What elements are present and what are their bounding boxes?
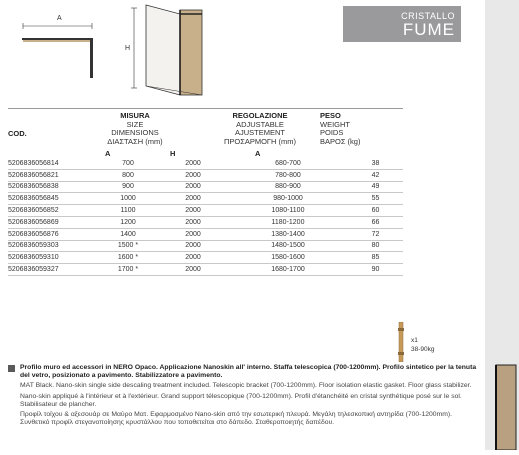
cell-reg: 1680-1700 — [228, 264, 348, 276]
table-row — [8, 169, 403, 181]
header-misura-0: MISURA — [120, 111, 150, 120]
bracket-icon — [398, 322, 406, 362]
plan-diagram — [18, 10, 98, 80]
table-row — [8, 216, 403, 228]
cell-reg: 1480-1500 — [228, 240, 348, 252]
cell-reg: 1180-1200 — [228, 216, 348, 228]
cell-a: 700 — [98, 158, 158, 169]
table-row — [8, 181, 403, 193]
plan-diagram-svg — [18, 10, 98, 80]
cell-h: 2000 — [158, 240, 228, 252]
cell-a: 1500 * — [98, 240, 158, 252]
cell-code: 5206836059303 — [8, 240, 98, 252]
header-separator — [8, 108, 403, 109]
cell-w: 90 — [348, 264, 403, 276]
header-regolazione — [210, 112, 310, 146]
table-row — [8, 193, 403, 205]
table-row — [8, 252, 403, 264]
dim-a-label: A — [57, 15, 62, 22]
header-misura-1: SIZE — [126, 119, 144, 129]
cell-reg: 780-800 — [228, 169, 348, 181]
header-code — [8, 130, 58, 139]
description-block — [8, 364, 478, 427]
header-reg-3: ΠΡΟΣΑΡΜΟΓΗ (mm) — [223, 136, 297, 146]
cell-code: 5206836056869 — [8, 216, 98, 228]
cell-w: 66 — [348, 216, 403, 228]
table-row — [8, 158, 403, 169]
cell-h: 2000 — [158, 228, 228, 240]
cell-w: 55 — [348, 193, 403, 205]
cell-reg: 980-1000 — [228, 193, 348, 205]
description-it-text: Profilo muro ed accessori in NERO Opaco. Applicazione Nanoskin all' interno. Staffa telescopica (700-1200mm). Profilo sintetico per la tenuta del vetro, posizionato a pavimento. Stabilizzatore a pavimento. — [20, 364, 477, 380]
header-code-label: COD. — [8, 129, 27, 138]
cell-code: 5206836059327 — [8, 264, 98, 276]
cell-w: 60 — [348, 205, 403, 217]
cell-w: 42 — [348, 169, 403, 181]
dim-h-label: H — [125, 45, 131, 52]
cell-code: 5206836056821 — [8, 169, 98, 181]
cell-a: 1200 — [98, 216, 158, 228]
cell-w: 49 — [348, 181, 403, 193]
product-table-body — [8, 158, 403, 275]
col-reg-a-letter: A — [255, 149, 261, 158]
col-h-letter: H — [170, 149, 176, 158]
shower-panel-icon — [492, 360, 519, 450]
cell-h: 2000 — [158, 205, 228, 217]
table-row — [8, 205, 403, 217]
accessory-graphic — [398, 322, 406, 362]
table-row — [8, 264, 403, 276]
series-title: FUME — [402, 20, 455, 39]
accessory-qty: x1 — [411, 337, 418, 344]
cell-code: 5206836056814 — [8, 158, 98, 169]
table-row — [8, 228, 403, 240]
cell-reg: 1380-1400 — [228, 228, 348, 240]
cell-a: 900 — [98, 181, 158, 193]
series-subtitle: CRISTALLO — [401, 11, 455, 21]
cell-h: 2000 — [158, 169, 228, 181]
cell-code: 5206836056876 — [8, 228, 98, 240]
description-gr: Προφίλ τοίχου & αξεσουάρ σε Μαύρο Ματ. Εφαρμοσμένο Nano-skin από την εσωτερική πλευρά. Μεγάλη τηλεσκοπική αντηρίδα (700-1200mm). Συνθετικό προφίλ στεγανοποίησης κρυστάλλου που τοποθετείται στο δάπεδο. Σταθεροποιητής δαπέδου. — [20, 411, 453, 427]
cell-code: 5206836056838 — [8, 181, 98, 193]
cell-a: 1000 — [98, 193, 158, 205]
header-reg-0: REGOLAZIONE — [232, 111, 288, 120]
header-reg-2: AJUSTEMENT — [234, 128, 285, 137]
cell-w: 80 — [348, 240, 403, 252]
header-reg-1: ADJUSTABLE — [236, 119, 284, 129]
cell-w: 85 — [348, 252, 403, 264]
header-peso — [320, 112, 380, 146]
cell-h: 2000 — [158, 193, 228, 205]
product-table — [8, 158, 403, 276]
cell-h: 2000 — [158, 264, 228, 276]
cell-code: 5206836059310 — [8, 252, 98, 264]
series-badge — [343, 6, 461, 42]
table-row — [8, 240, 403, 252]
description-en: MAT Black. Nano-skin single side descaling treatment included. Telescopic bracket (700-1200mm). Floor isolation elastic gasket. Floor glass stabilizer. — [20, 382, 472, 390]
description-fr: Nano-skin appliqué à l'intérieur et à l'extérieur. Grand support télescopique (700-1200mm). Profil d'étanchéité en cristal synthétique posé sur le sol. Stabilisateur de plancher. — [20, 392, 462, 408]
header-peso-0: PESO — [320, 111, 341, 120]
cell-reg: 1580-1600 — [228, 252, 348, 264]
elevation-diagram — [120, 0, 220, 100]
cell-w: 72 — [348, 228, 403, 240]
cell-h: 2000 — [158, 216, 228, 228]
header-peso-1: WEIGHT — [320, 119, 350, 129]
cell-a: 800 — [98, 169, 158, 181]
cell-code: 5206836056845 — [8, 193, 98, 205]
description-it — [8, 364, 478, 380]
header-misura-3: ΔΙΑΣΤΑΣΗ (mm) — [107, 136, 163, 146]
header-misura — [95, 112, 175, 146]
cell-a: 1100 — [98, 205, 158, 217]
elevation-diagram-svg — [120, 0, 220, 100]
cell-a: 1700 * — [98, 264, 158, 276]
cell-h: 2000 — [158, 252, 228, 264]
cell-code: 5206836056852 — [8, 205, 98, 217]
accessory-weight: 38-90kg — [411, 346, 435, 353]
header-peso-3: ΒΑΡΟΣ (kg) — [320, 136, 361, 146]
cell-h: 2000 — [158, 158, 228, 169]
bullet-icon — [8, 365, 15, 372]
header-misura-2: DIMENSIONS — [111, 128, 159, 137]
cell-reg: 1080-1100 — [228, 205, 348, 217]
cell-w: 38 — [348, 158, 403, 169]
col-a-letter: A — [105, 149, 111, 158]
cell-h: 2000 — [158, 181, 228, 193]
cell-reg: 880-900 — [228, 181, 348, 193]
cell-a: 1600 * — [98, 252, 158, 264]
cell-a: 1400 — [98, 228, 158, 240]
product-preview — [492, 360, 519, 450]
cell-reg: 680-700 — [228, 158, 348, 169]
header-peso-2: POIDS — [320, 128, 344, 137]
